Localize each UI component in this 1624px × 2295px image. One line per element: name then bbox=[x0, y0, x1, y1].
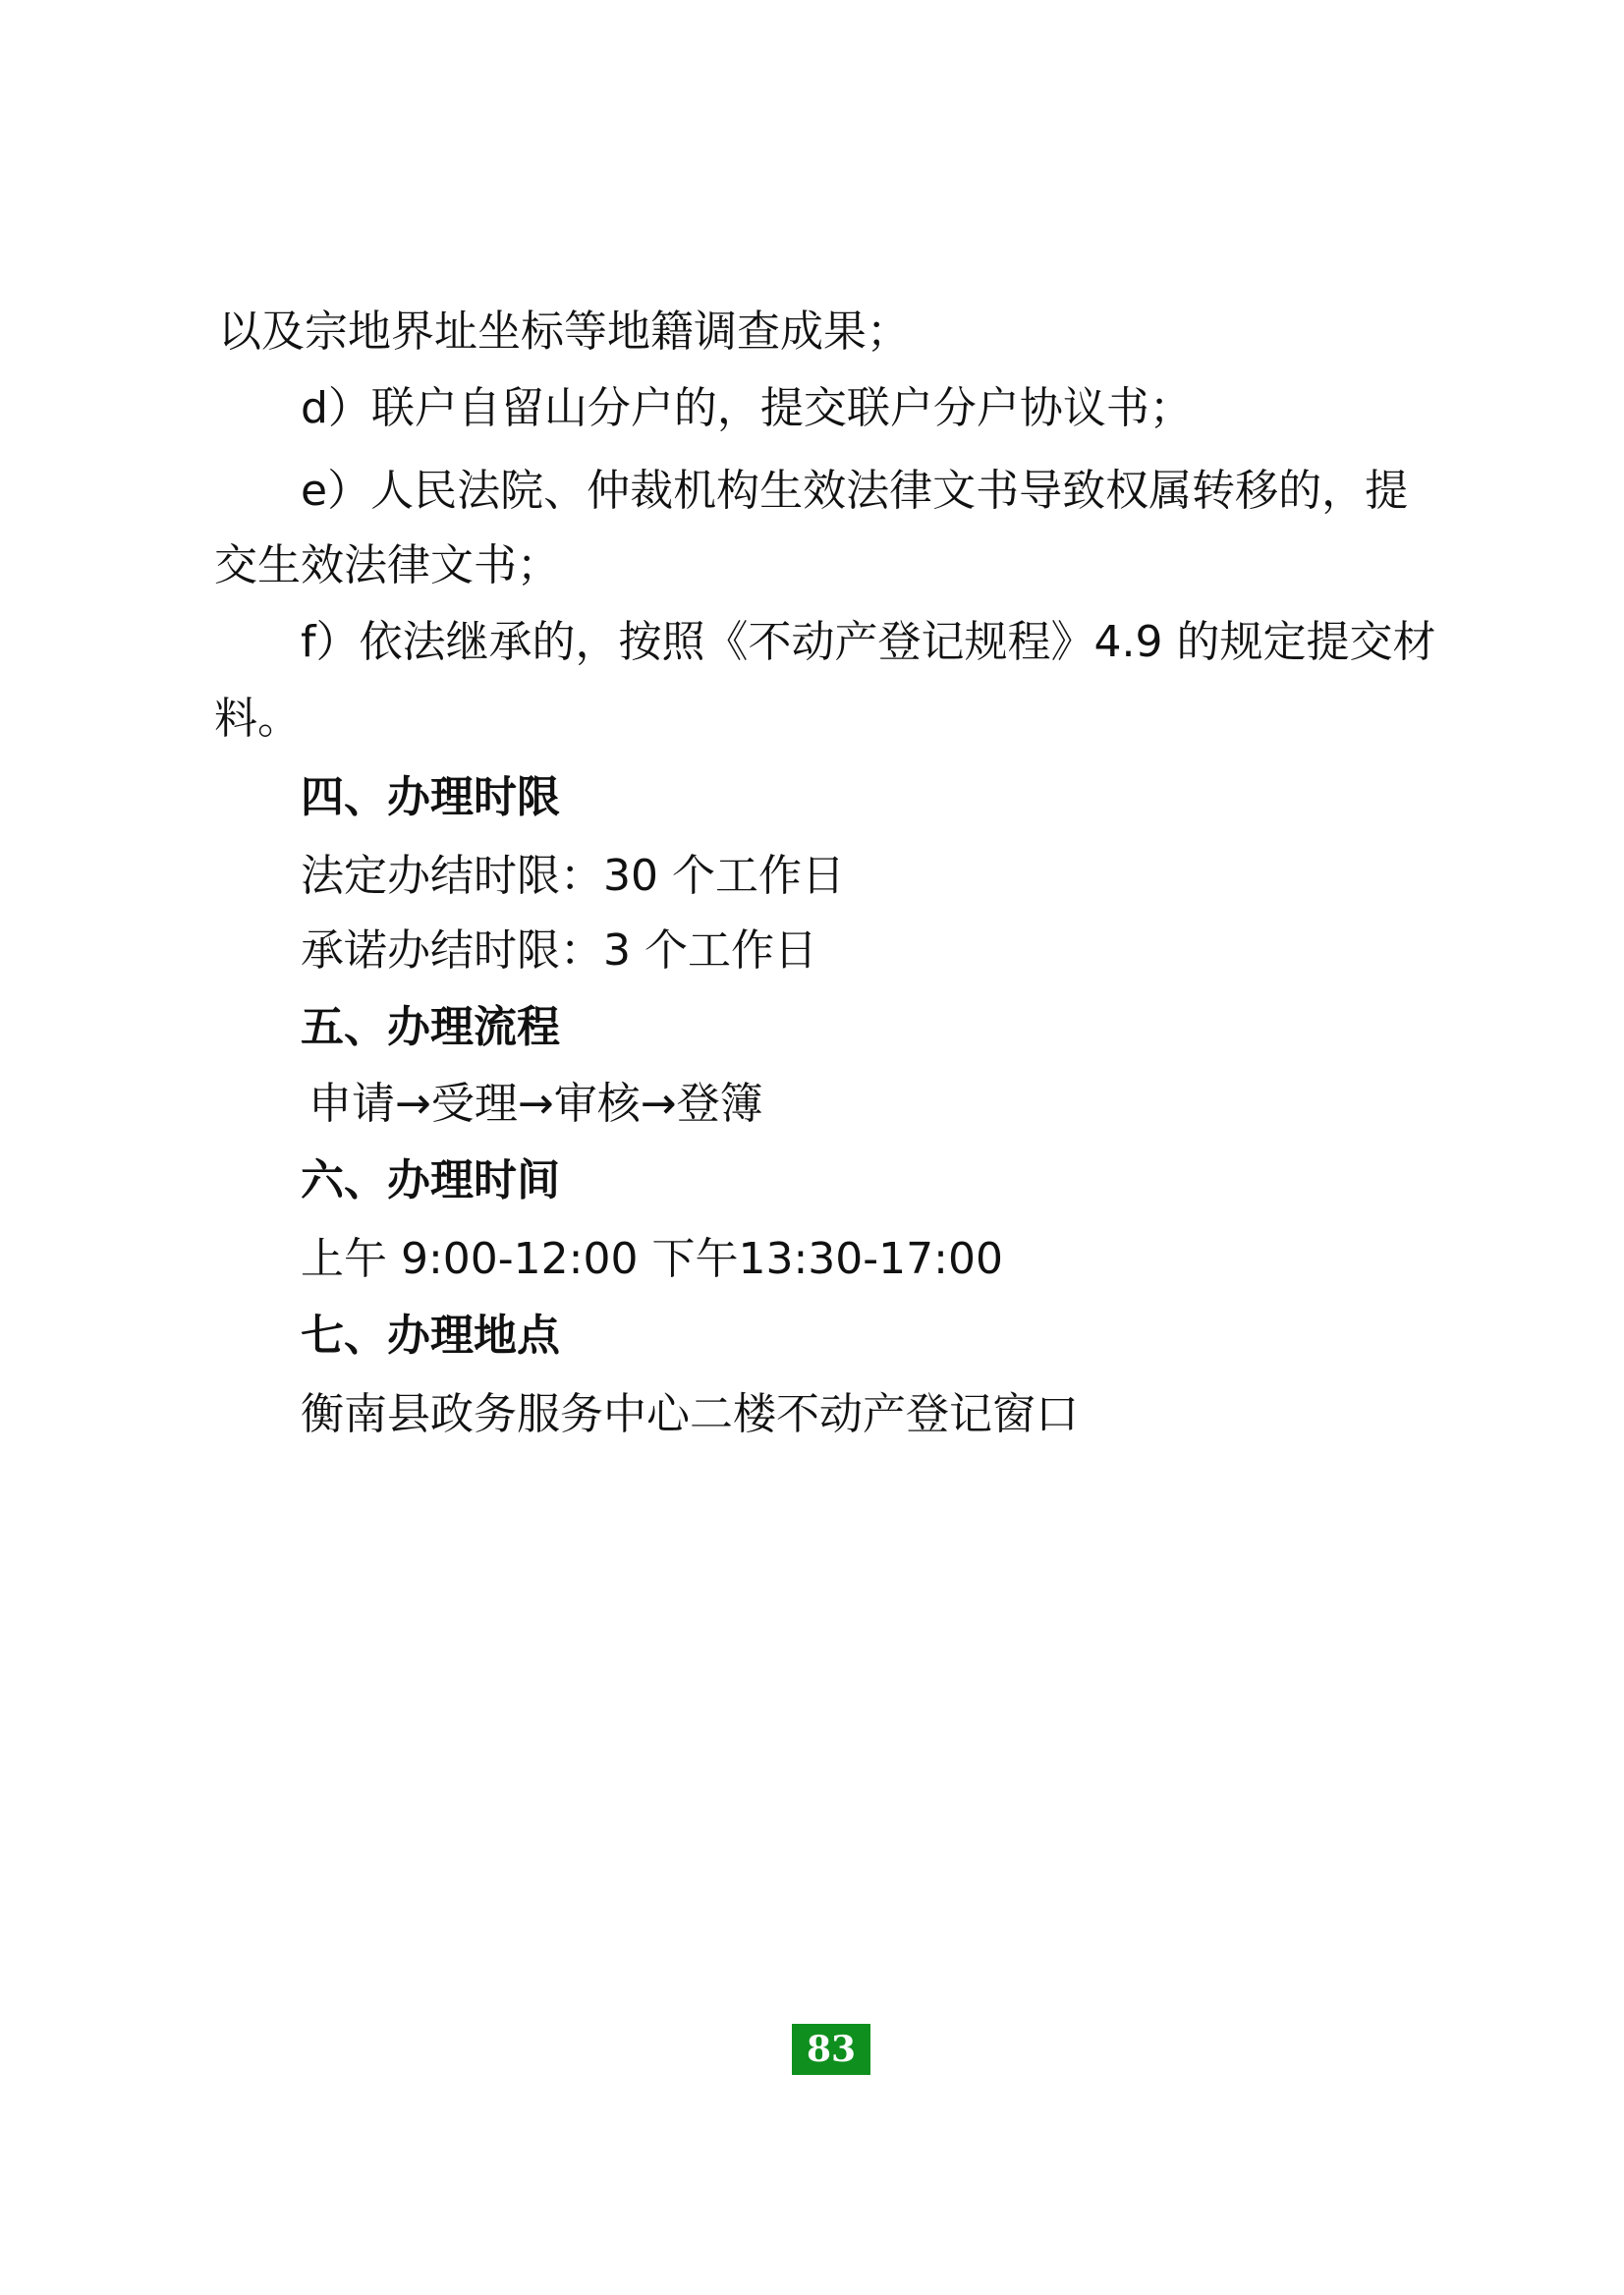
text-line-5: f）依法继承的，按照《不动产登记规程》4.9 的规定提交材 bbox=[301, 617, 1436, 667]
statutory-time-limit: 法定办结时限：30 个工作日 bbox=[301, 851, 845, 901]
text-line-2: d）联户自留山分户的，提交联户分户协议书； bbox=[301, 383, 1193, 433]
promised-time-limit: 承诺办结时限：3 个工作日 bbox=[301, 925, 817, 976]
section-heading-process: 五、办理流程 bbox=[301, 1002, 560, 1052]
office-location: 衡南县政务服务中心二楼不动产登记窗口 bbox=[301, 1389, 1079, 1439]
text-line-3: e）人民法院、仲裁机构生效法律文书导致权属转移的，提 bbox=[301, 466, 1409, 516]
page-number-badge: 83 bbox=[792, 2024, 870, 2075]
office-hours: 上午 9:00-12:00 下午13:30-17:00 bbox=[301, 1234, 1003, 1284]
section-heading-location: 七、办理地点 bbox=[301, 1311, 560, 1361]
section-heading-time-limit: 四、办理时限 bbox=[301, 772, 560, 822]
text-line-6: 料。 bbox=[214, 694, 301, 744]
process-steps: 申请→受理→审核→登簿 bbox=[308, 1079, 763, 1129]
text-line-4: 交生效法律文书； bbox=[214, 540, 560, 590]
section-heading-hours: 六、办理时间 bbox=[301, 1155, 560, 1205]
text-line-1: 以及宗地界址坐标等地籍调查成果； bbox=[218, 307, 910, 357]
